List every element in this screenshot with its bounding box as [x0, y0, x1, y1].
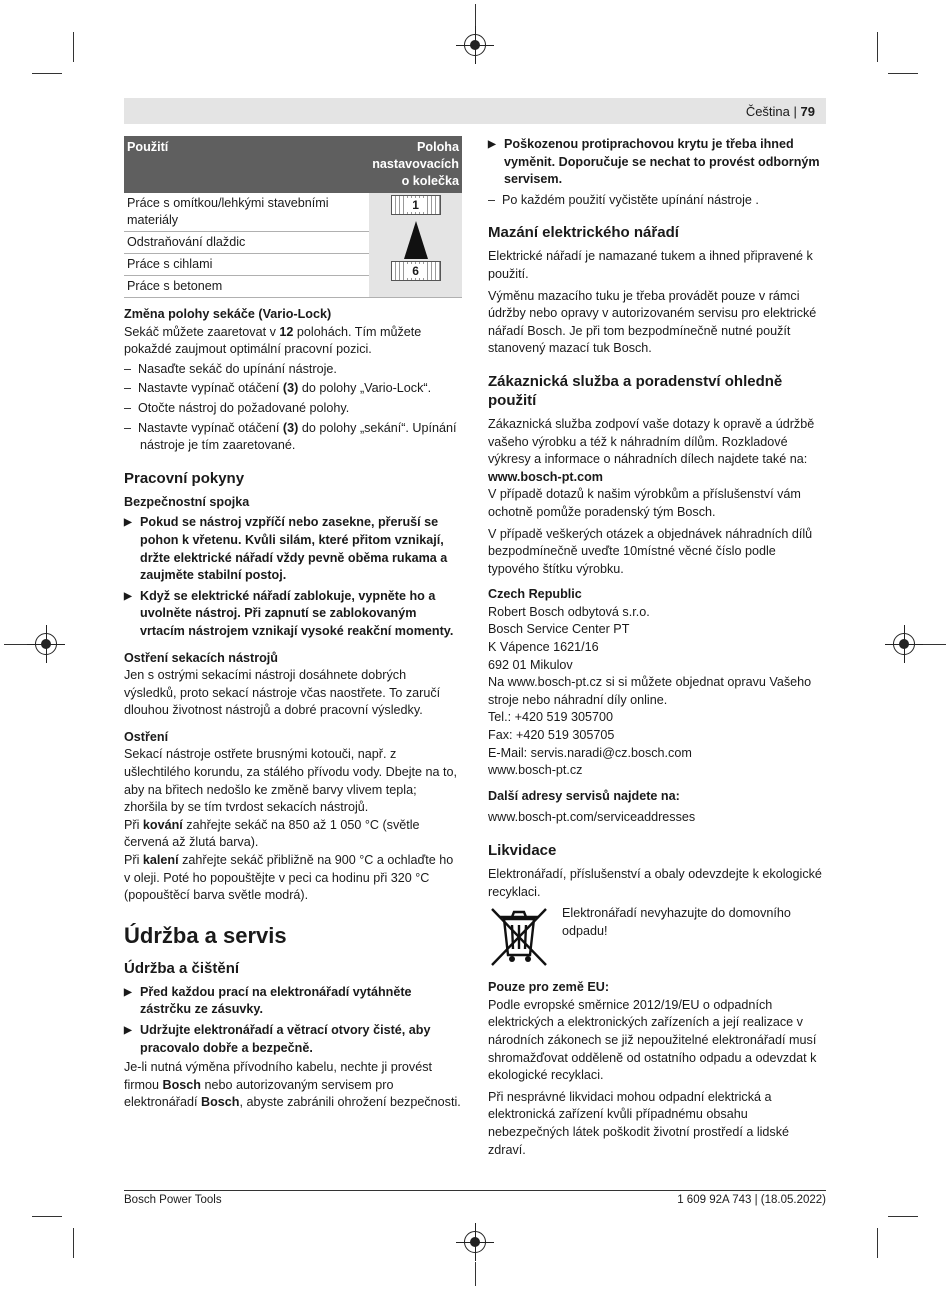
crop-mark [4, 644, 28, 645]
text: polohách. Tím můžete pokaždé zaujmout optimální pracovní pozici. [124, 324, 422, 357]
paragraph: V případě dotazů k našim výrobkům a příslušenství vám ochotně pomůže poradenský tým Bosch. [488, 487, 801, 519]
section-heading: Likvidace [488, 842, 557, 859]
warning-item: ▶ Poškozenou protiprachovou krytu je třeba ihned vyměnit. Doporučuje se nechat to provést odborným servisem. [488, 136, 826, 189]
footer-docnumber: 1 609 92A 743 | (18.05.2022) [677, 1194, 826, 1206]
bold-text: Bosch [201, 1095, 240, 1110]
text: zahřejte sekáč přibližně na 900 °C a ochlaďte ho v oleji. Poté ho popouštějte v peci ca hodinu při 320 °C (popouštěcí barva světle modrá). [124, 853, 454, 903]
crop-mark [888, 1216, 918, 1217]
paragraph [124, 324, 462, 359]
warning-item: ▶ Udržujte elektronářadí a větrací otvory čisté, aby pracovalo dobře a bezpečně. [124, 1022, 462, 1057]
service-addresses-url[interactable]: www.bosch-pt.com/serviceaddresses [488, 810, 696, 825]
paragraph: Výměnu mazacího tuku je třeba provádět pouze v rámci údržby nebo opravy v autorizovaném servisu pro elektrické nářadí Bosch. Je při tom bezpodmínečně nutné použít stanovený mazací tuk Bosch. [488, 288, 817, 356]
bold-text: kalení [142, 853, 179, 868]
wheel-label: 6 [407, 264, 424, 278]
registration-mark-icon [35, 633, 57, 655]
table-cell: Odstraňování dlaždic [124, 232, 369, 254]
section-heading: Změna polohy sekáče (Vario-Lock) [124, 307, 332, 321]
paragraph [124, 852, 462, 905]
text: Při [124, 853, 143, 868]
text: Je-li nutná výměna přívodního kabelu, nechte ji provést firmou [124, 1060, 433, 1092]
footer-rule [124, 1190, 826, 1191]
subsection-heading: Bezpečnostní spojka [124, 494, 250, 509]
wheel-position-1 [391, 195, 441, 215]
disposal-warning: Elektronářadí nevyhazujte do domovního odpadu! [562, 906, 791, 938]
paragraph: Elektronářadí, příslušenství a obaly odevzdejte k ekologické recyklaci. [488, 867, 822, 899]
country-heading: Czech Republic [488, 587, 582, 602]
table-header-line: o kolečka [401, 174, 459, 188]
bold-text: kování [142, 817, 183, 832]
page-header [746, 103, 815, 121]
chapter-heading: Údržba a servis [124, 922, 287, 948]
registration-mark-icon [464, 1231, 486, 1253]
dash-item [124, 420, 462, 455]
paragraph: Jen s ostrými sekacími nástroji dosáhnete dobrých výsledků, proto sekací nástroje včas naostřete. To zaručí dlouhou životnost nástrojů a dobré pracovní výsledky. [124, 668, 441, 718]
dash-item [124, 380, 462, 398]
phone: Tel.: +420 519 305700 [488, 710, 613, 725]
paragraph: Elektrické nářadí je namazané tukem a ihned připravené k použití. [488, 249, 813, 281]
paragraph: Zákaznická služba zodpoví vaše dotazy k opravě a údržbě vašeho výrobku a též k náhradním dílům. Rozkladové výkresy a informace o náhradních dílech najdete také na: [488, 416, 815, 467]
table-row [124, 193, 462, 232]
text: zahřejte sekáč na 850 až 1 050 °C (světle červená až žlutá barva). [124, 817, 420, 850]
service-url[interactable]: www.bosch-pt.com [488, 469, 603, 484]
position-table [124, 136, 462, 298]
table-header-line: nastavovacích [372, 157, 459, 171]
address-line: Bosch Service Center PT [488, 622, 630, 637]
table-header-position [369, 136, 462, 193]
address-line: Na www.bosch-pt.cz si si můžete objednat opravu Vašeho stroje nebo náhradní díly online. [488, 675, 812, 707]
section-heading: Údržba a čištění [124, 959, 240, 977]
subsection-heading: Ostření sekacích nástrojů [124, 650, 278, 665]
text: Sekáč můžete zaaretovat v [124, 324, 280, 339]
section-heading: Mazání elektrického nářadí [488, 224, 679, 242]
bold-text: (3) [282, 381, 299, 396]
paragraph: Podle evropské směrnice 2012/19/EU o odpadních elektrických a elektronických zařízeních a její realizace v národních zákonech se již nepoužitelné elektronářadí musí shromažďovat odděleně od ostatního odpadu a odevzdat k ekologické recyklaci. [488, 997, 817, 1083]
header-separator: | [793, 104, 797, 119]
crop-mark [877, 1228, 878, 1258]
subsection-heading: Další adresy servisů najdete na: [488, 788, 680, 803]
dash-item: – Otočte nástroj do požadované polohy. [124, 400, 350, 415]
crop-mark [475, 1262, 476, 1286]
weee-block [488, 903, 826, 969]
text: , abyste zabránili ohrožení bezpečnosti. [239, 1095, 461, 1110]
paragraph: Při nesprávné likvidaci mohou odpadní elektrická a elektronická zařízení kvůli případnému obsahu nebezpečných látek poškodit životní prostředí a lidské zdraví. [488, 1089, 790, 1157]
footer-brand: Bosch Power Tools [124, 1194, 222, 1206]
text: do polohy „sekání“. Upínání nástroje je tím zaaretované. [140, 420, 457, 453]
weee-crossed-bin-icon [488, 903, 550, 969]
bold-text: Bosch [162, 1077, 201, 1092]
triangle-arrow-icon [404, 221, 428, 259]
position-indicator-cell [369, 193, 462, 298]
wheel-label: 1 [407, 198, 424, 212]
website[interactable]: www.bosch-pt.cz [488, 763, 583, 778]
wheel-position-6 [391, 261, 441, 281]
dash-item: – Nasaďte sekáč do upínání nástroje. [124, 361, 337, 376]
text: do polohy „Vario-Lock“. [298, 381, 432, 396]
address-line: Robert Bosch odbytová s.r.o. [488, 604, 650, 619]
text: – Nastavte vypínač otáčení [124, 381, 283, 396]
left-column [124, 136, 462, 1112]
section-heading: Zákaznická služba a poradenství ohledně použití [488, 372, 783, 409]
crop-mark [888, 73, 918, 74]
subsection-heading: Ostření [124, 729, 169, 744]
paragraph: V případě veškerých otázek a objednávek náhradních dílů bezpodmínečně uveďte 10místné věcné číslo podle typového štítku výrobku. [488, 526, 813, 576]
dash-item: – Po každém použití vyčistěte upínání nástroje . [488, 192, 759, 207]
warning-item: ▶ Pokud se nástroj vzpříčí nebo zasekne, přeruší se pohon k vřetenu. Kvůli silám, které přitom vznikají, držte elektrické nářadí vždy pevně oběma rukama a zaujměte stabilní postoj. [124, 514, 462, 584]
page-number: 79 [800, 104, 815, 119]
warning-item: ▶ Když se elektrické nářadí zablokuje, vypněte ho a uvolněte nástroj. Při zapnutí se zablokovaným vrtacím nástrojem vznikají vysoké reakční momenty. [124, 588, 462, 641]
fax: Fax: +420 519 305705 [488, 728, 615, 743]
text: – Nastavte vypínač otáčení [124, 420, 283, 435]
registration-mark-icon [464, 34, 486, 56]
crop-mark [32, 1216, 62, 1217]
header-language: Čeština [745, 104, 790, 119]
paragraph [124, 817, 462, 852]
crop-mark [32, 73, 62, 74]
text: Při [124, 817, 143, 832]
bold-text: (3) [282, 420, 299, 435]
address-line: K Vápence 1621/16 [488, 640, 599, 655]
right-column [488, 136, 826, 1159]
table-header-line: Poloha [417, 140, 459, 154]
table-header-use: Použití [124, 136, 369, 193]
email[interactable]: E-Mail: servis.naradi@cz.bosch.com [488, 745, 692, 760]
bold-text: 12 [279, 324, 294, 339]
text: nebo autorizovaným servisem pro elektronářadí [124, 1077, 394, 1110]
crop-mark [475, 4, 476, 28]
header-band [124, 98, 826, 124]
registration-mark-icon [893, 633, 915, 655]
table-cell: Práce s omítkou/lehkými stavebními materiály [124, 193, 369, 232]
crop-mark [73, 1228, 74, 1258]
crop-mark [73, 32, 74, 62]
address-line: 692 01 Mikulov [488, 657, 573, 672]
warning-item: ▶ Před každou prací na elektronářadí vytáhněte zástrčku ze zásuvky. [124, 984, 462, 1019]
paragraph: Sekací nástroje ostřete brusnými kotouči, např. z ušlechtilého korundu, za stálého přívodu vody. Dbejte na to, aby na břitech nedošlo ke změně barvy vlivem tepla; zhoršila by se tím tvrdost sekacích nástrojů. [124, 747, 458, 815]
subsection-heading: Pouze pro země EU: [488, 980, 610, 995]
crop-mark [877, 32, 878, 62]
section-heading: Pracovní pokyny [124, 469, 245, 487]
paragraph [124, 1059, 462, 1112]
table-cell: Práce s cihlami [124, 254, 369, 276]
table-cell: Práce s betonem [124, 276, 369, 298]
crop-mark [922, 644, 946, 645]
